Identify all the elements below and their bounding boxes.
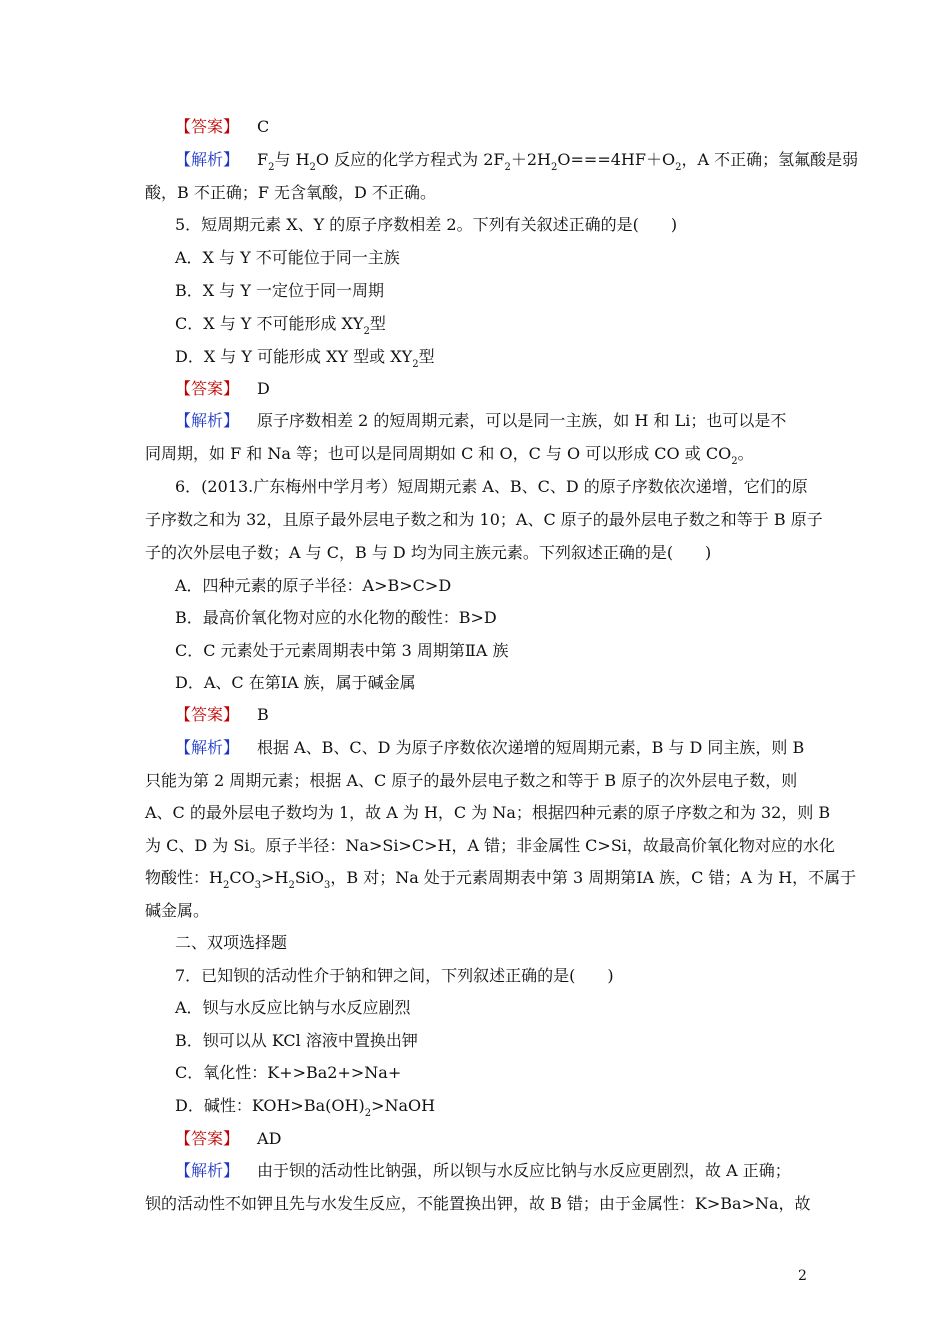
q6-option-c: C．C 元素处于元素周期表中第 3 周期第ⅡA 族 — [175, 641, 509, 660]
q4-answer-line — [175, 116, 840, 138]
q5-stem: 5．短周期元素 X、Y 的原子序数相差 2。下列有关叙述正确的是( ) — [175, 215, 678, 234]
explain-tag: 【解析】 — [175, 150, 240, 169]
q6-stem-line-1: 6．(2013.广东梅州中学月考）短周期元素 A、B、C、D 的原子序数依次递增，它们的原 — [175, 477, 808, 496]
text: O 反应的化学方程式为 2F — [315, 150, 505, 169]
q6-stem-line-2: 子序数之和为 32，且原子最外层电子数之和为 10；A、C 原子的最外层电子数之和等于 B 原子 — [145, 510, 823, 529]
q5-option-b: B．X 与 Y 一定位于同一周期 — [175, 281, 384, 300]
q6-explain-line-5 — [145, 867, 857, 891]
text: F — [257, 150, 269, 169]
q5-explain-line-1 — [175, 410, 840, 432]
text: O===4HF＋O — [557, 150, 676, 169]
q5-option-c — [175, 313, 840, 335]
q6-explain-line-1 — [175, 737, 840, 759]
subscript: 2 — [731, 456, 738, 467]
section-heading: 二、双项选择题 — [175, 933, 288, 952]
text: D．X 与 Y 可能形成 XY 型或 XY — [175, 347, 413, 366]
q6-option-a: A．四种元素的原子半径：A>B>C>D — [175, 576, 452, 595]
q5-option-a: A．X 与 Y 不可能位于同一主族 — [175, 248, 400, 267]
subscript: 2 — [504, 162, 511, 173]
q7-option-d — [175, 1095, 840, 1117]
text: C．X 与 Y 不可能形成 XY — [175, 314, 364, 333]
q6-option-b: B．最高价氧化物对应的水化物的酸性：B>D — [175, 608, 497, 627]
page-number: 2 — [798, 1268, 807, 1284]
q5-option-d — [175, 346, 840, 368]
answer-tag: 【答案】 — [175, 705, 240, 724]
subscript: 2 — [309, 162, 316, 173]
text: >H — [261, 868, 289, 887]
text: CO — [229, 868, 255, 887]
q7-stem: 7．已知钡的活动性介于钠和钾之间，下列叙述正确的是( ) — [175, 966, 614, 985]
text: 原子序数相差 2 的短周期元素，可以是同一主族，如 H 和 Li；也可以是不 — [257, 411, 787, 430]
answer-value: AD — [257, 1129, 282, 1148]
explain-tag: 【解析】 — [175, 411, 240, 430]
answer-value: D — [257, 379, 270, 398]
text: 。 — [737, 444, 754, 463]
subscript: 2 — [268, 162, 275, 173]
q6-answer-line — [175, 704, 840, 726]
text: SiO — [294, 868, 325, 887]
q5-explain-line-2 — [145, 443, 810, 465]
text: 型 — [369, 314, 386, 333]
subscript: 2 — [675, 162, 682, 173]
subscript: 2 — [288, 880, 295, 891]
q7-answer-line — [175, 1128, 840, 1150]
text: 由于钡的活动性比钠强，所以钡与水反应比钠与水反应更剧烈，故 A 正确； — [257, 1161, 791, 1180]
q4-explain-line-1 — [175, 149, 859, 173]
q6-explain-line-4: 为 C、D 为 Si。原子半径：Na>Si>C>H，A 错；非金属性 C>Si，故最高价氧化物对应的水化 — [145, 836, 835, 855]
q7-explain-line-2: 钡的活动性不如钾且先与水发生反应，不能置换出钾，故 B 错；由于金属性：K>Ba>Na，故 — [145, 1194, 811, 1213]
text: ，B 对；Na 处于元素周期表中第 3 周期第ⅠA 族，C 错；A 为 H，不属于 — [330, 868, 857, 887]
q5-answer-line — [175, 378, 840, 400]
explain-tag: 【解析】 — [175, 1161, 240, 1180]
answer-value: C — [257, 117, 270, 136]
subscript: 2 — [551, 162, 558, 173]
q6-explain-line-2: 只能为第 2 周期元素；根据 A、C 原子的最外层电子数之和等于 B 原子的次外层电子数，则 — [145, 771, 798, 790]
text: ＋2H — [510, 150, 552, 169]
q6-option-d: D．A、C 在第ⅠA 族，属于碱金属 — [175, 673, 416, 692]
q7-option-b: B．钡可以从 KCl 溶液中置换出钾 — [175, 1031, 418, 1050]
text: >NaOH — [371, 1096, 436, 1115]
subscript: 2 — [364, 1108, 372, 1119]
answer-tag: 【答案】 — [175, 1129, 240, 1148]
answer-value: B — [257, 705, 269, 724]
q7-option-a: A．钡与水反应比钠与水反应剧烈 — [175, 998, 411, 1017]
subscript: 2 — [363, 326, 370, 337]
subscript: 3 — [324, 880, 331, 891]
q6-explain-line-6: 碱金属。 — [145, 901, 210, 920]
text: 根据 A、B、C、D 为原子序数依次递增的短周期元素，B 与 D 同主族，则 B — [257, 738, 805, 757]
subscript: 2 — [412, 359, 419, 370]
text: ，A 不正确；氢氟酸是弱 — [681, 150, 859, 169]
text: D．碱性：KOH>Ba(OH) — [175, 1096, 365, 1115]
text: 同周期，如 F 和 Na 等；也可以是同周期如 C 和 O，C 与 O 可以形成 CO 或 CO — [145, 444, 732, 463]
text: 型 — [418, 347, 435, 366]
q7-explain-line-1 — [175, 1160, 840, 1182]
text: 物酸性：H — [145, 868, 223, 887]
subscript: 2 — [222, 880, 230, 891]
subscript: 3 — [254, 880, 262, 891]
text: 与 H — [274, 150, 310, 169]
q7-option-c: C．氧化性：K+>Ba2+>Na+ — [175, 1063, 402, 1082]
answer-tag: 【答案】 — [175, 379, 240, 398]
explain-tag: 【解析】 — [175, 738, 240, 757]
q4-explain-line-2: 酸，B 不正确；F 无含氧酸，D 不正确。 — [145, 183, 436, 202]
q6-stem-line-3: 子的次外层电子数；A 与 C，B 与 D 均为同主族元素。下列叙述正确的是( ) — [145, 543, 712, 562]
q6-explain-line-3: A、C 的最外层电子数均为 1，故 A 为 H，C 为 Na；根据四种元素的原子序数之和为 32，则 B — [145, 803, 831, 822]
answer-tag: 【答案】 — [175, 117, 240, 136]
